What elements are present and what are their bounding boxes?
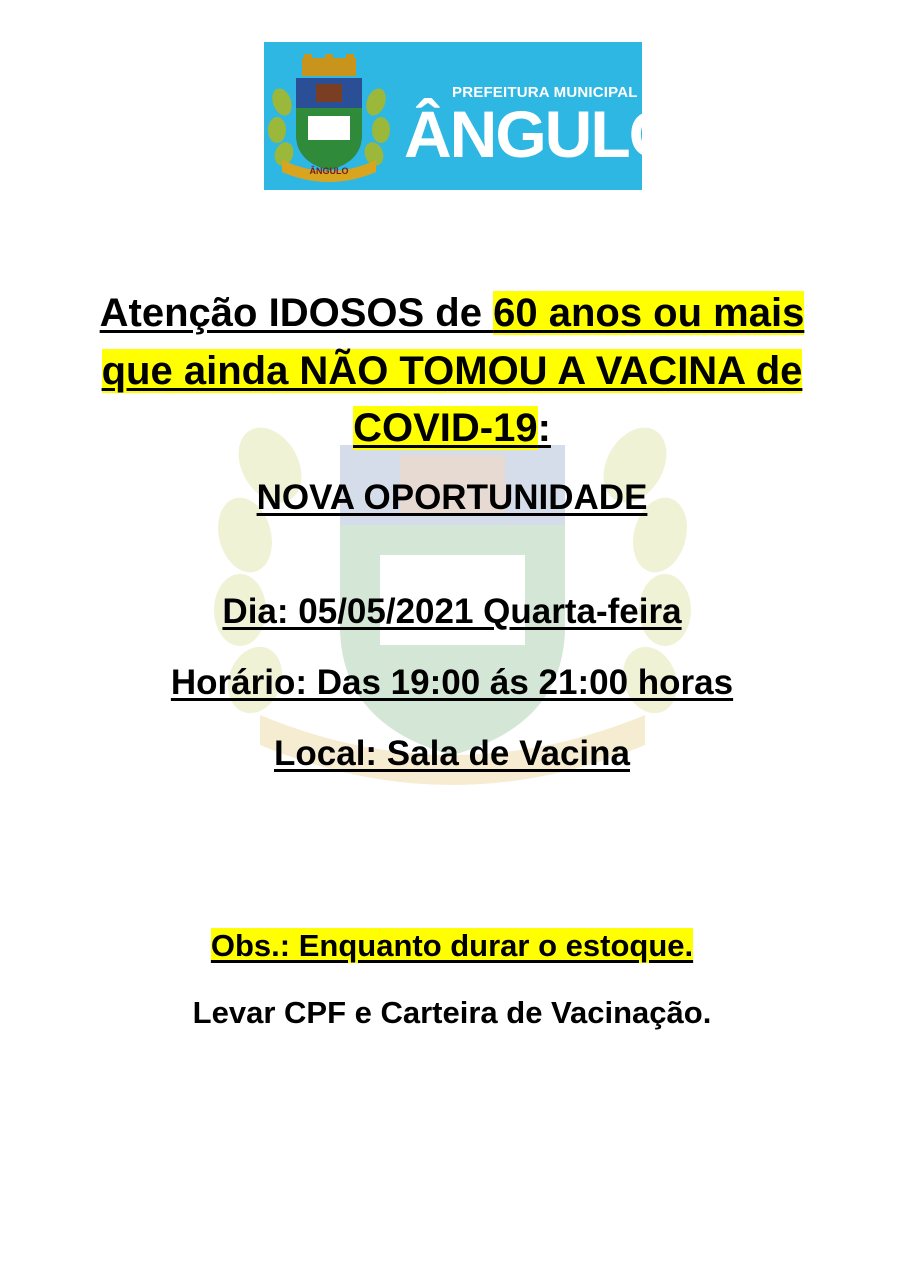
stock-note bbox=[40, 925, 864, 967]
notice-line-1 bbox=[40, 287, 864, 339]
banner-subtitle: PREFEITURA MUNICIPAL bbox=[452, 84, 638, 101]
event-date-text: Dia: 05/05/2021 Quarta-feira bbox=[222, 592, 682, 631]
banner-title: ÂNGULO bbox=[404, 97, 678, 171]
notice-line-1-highlight: 60 anos ou mais bbox=[493, 291, 805, 335]
notice-line-2-text: que ainda NÃO TOMOU A VACINA de bbox=[101, 349, 803, 393]
subheading-text: NOVA OPORTUNIDADE bbox=[256, 478, 648, 517]
event-time-text: Horário: Das 19:00 ás 21:00 horas bbox=[170, 663, 734, 702]
event-location-text: Local: Sala de Vacina bbox=[274, 734, 630, 773]
notice-body bbox=[40, 0, 864, 1280]
event-time bbox=[40, 660, 864, 706]
covid-colon: : bbox=[537, 406, 551, 450]
event-location bbox=[40, 731, 864, 777]
documents-instruction bbox=[40, 992, 864, 1034]
covid-label: COVID-19 bbox=[353, 406, 538, 450]
documents-instruction-text: Levar CPF e Carteira de Vacinação. bbox=[192, 995, 712, 1030]
subheading bbox=[40, 475, 864, 521]
notice-line-3 bbox=[40, 402, 864, 454]
notice-line-1-plain: Atenção IDOSOS de bbox=[99, 291, 494, 335]
stock-note-text: Obs.: Enquanto durar o estoque. bbox=[210, 928, 694, 963]
event-date bbox=[40, 589, 864, 635]
notice-line-2 bbox=[40, 345, 864, 397]
crest-ribbon-text: ÂNGULO bbox=[309, 166, 349, 176]
